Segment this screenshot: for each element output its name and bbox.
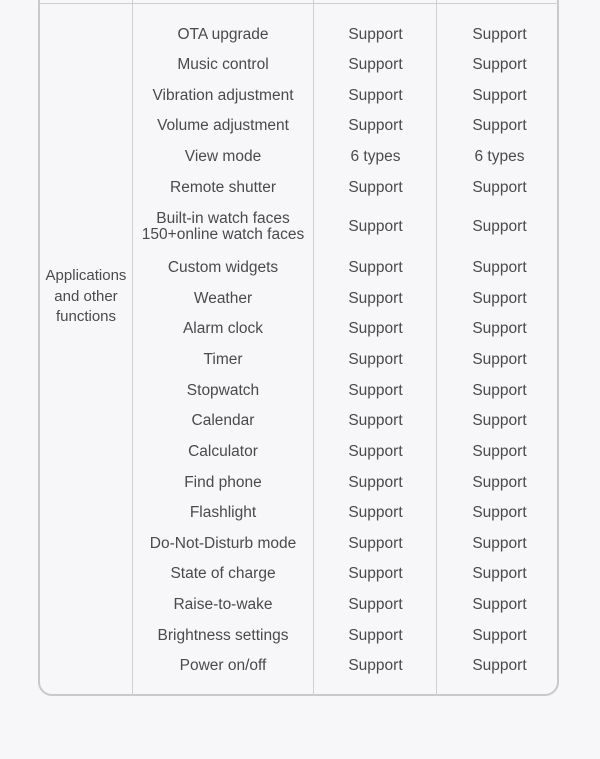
value-cell-col2: Support: [472, 596, 527, 613]
value-cell-col2: Support: [472, 443, 527, 460]
value-cell-col2: Support: [472, 218, 527, 235]
feature-cell: Alarm clock: [182, 320, 264, 337]
value-cell-col2: Support: [472, 87, 527, 104]
feature-cell: Power on/off: [179, 657, 267, 674]
value-cell-col2: Support: [472, 412, 527, 429]
value-cell-col1: Support: [348, 320, 403, 337]
value-cell-col2: Support: [472, 627, 527, 644]
value-cell-col2: Support: [472, 259, 527, 276]
feature-cell: Calculator: [188, 443, 258, 460]
value-cell-col2: Support: [472, 382, 527, 399]
value-cell-col2: Support: [472, 565, 527, 582]
value-cell-col1: Support: [348, 26, 403, 43]
feature-cell: Raise-to-wake: [173, 596, 273, 613]
value-cell-col2: Support: [472, 117, 527, 134]
value-cell-col1: Support: [348, 443, 403, 460]
value-cell-col1: Support: [348, 87, 403, 104]
value-cell-col2: Support: [472, 657, 527, 674]
value-cell-col2: Support: [472, 320, 527, 337]
value-cell-col1: 6 types: [350, 148, 401, 165]
table-top-divider: [38, 3, 559, 4]
value-cell-col1: Support: [348, 259, 403, 276]
feature-cell: Calendar: [191, 412, 255, 429]
value-cell-col1: Support: [348, 218, 403, 235]
category-label-text: Applications and other functions: [45, 267, 127, 325]
feature-cell: Vibration adjustment: [152, 87, 294, 104]
value-cell-col2: Support: [472, 504, 527, 521]
value-cell-col1: Support: [348, 351, 403, 368]
value-cell-col2: Support: [472, 535, 527, 552]
value-cell-col1: Support: [348, 179, 403, 196]
value-cell-col1: Support: [348, 535, 403, 552]
value-cell-col1: Support: [348, 56, 403, 73]
spec-table: [38, 0, 559, 696]
feature-cell: Music control: [177, 56, 269, 73]
feature-cell: View mode: [184, 148, 262, 165]
feature-cell: State of charge: [170, 565, 276, 582]
value-cell-col1: Support: [348, 117, 403, 134]
value-cell-col1: Support: [348, 657, 403, 674]
feature-cell: Stopwatch: [186, 382, 260, 399]
value-cell-col2: 6 types: [474, 148, 525, 165]
feature-cell: Built-in watch faces 150+online watch faces: [141, 210, 305, 243]
feature-cell: Weather: [193, 290, 253, 307]
value-cell-col2: Support: [472, 290, 527, 307]
value-cell-col1: Support: [348, 504, 403, 521]
category-label: [40, 266, 132, 328]
value-cell-col1: Support: [348, 565, 403, 582]
value-cell-col1: Support: [348, 382, 403, 399]
feature-cell: Remote shutter: [170, 179, 276, 196]
feature-cell: Timer: [203, 351, 243, 368]
value-cell-col2: Support: [472, 179, 527, 196]
feature-cell: Do-Not-Disturb mode: [149, 535, 297, 552]
value-cell-col1: Support: [348, 596, 403, 613]
value-cell-col1: Support: [348, 474, 403, 491]
feature-cell: Volume adjustment: [157, 117, 289, 134]
column-divider-3: [436, 0, 437, 696]
column-divider-2: [313, 0, 314, 696]
feature-cell: Custom widgets: [167, 259, 279, 276]
feature-cell: Find phone: [184, 474, 262, 491]
value-cell-col2: Support: [472, 26, 527, 43]
column-divider-1: [132, 0, 133, 696]
value-cell-col1: Support: [348, 627, 403, 644]
value-cell-col2: Support: [472, 474, 527, 491]
feature-cell: Flashlight: [189, 504, 257, 521]
value-cell-col2: Support: [472, 56, 527, 73]
feature-cell: Brightness settings: [157, 627, 289, 644]
feature-cell: OTA upgrade: [177, 26, 269, 43]
value-cell-col1: Support: [348, 290, 403, 307]
value-cell-col1: Support: [348, 412, 403, 429]
value-cell-col2: Support: [472, 351, 527, 368]
